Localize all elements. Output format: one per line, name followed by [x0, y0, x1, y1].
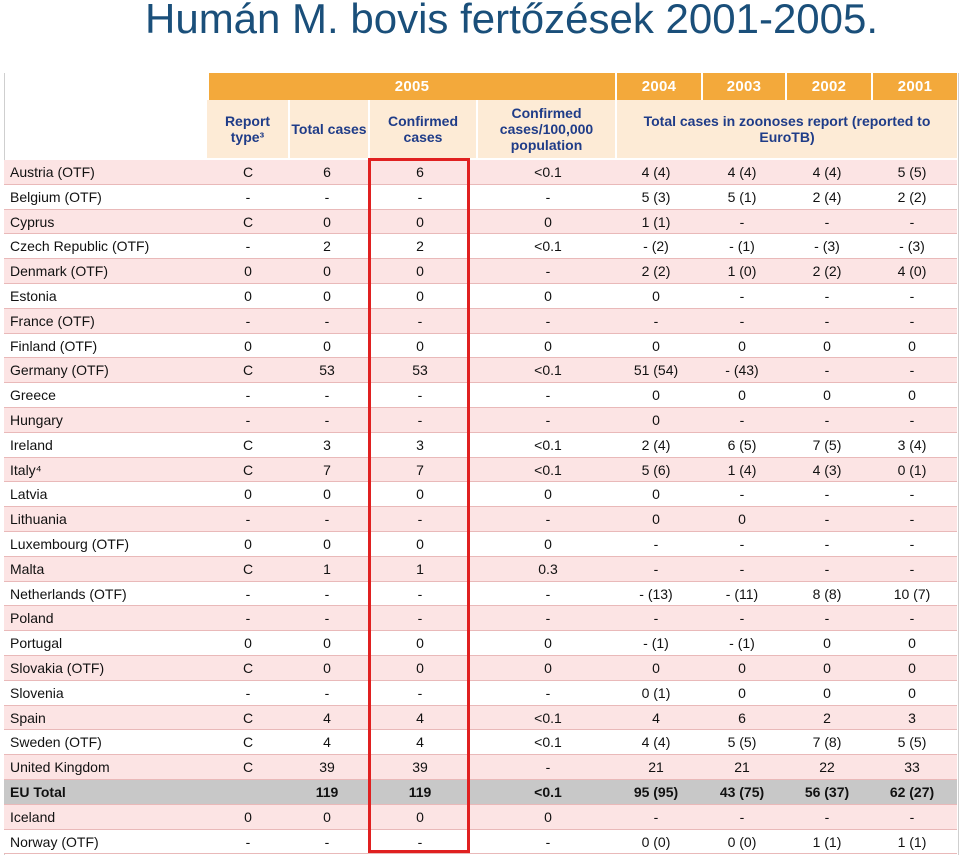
table-row: [4, 309, 957, 334]
per100k-cell: 0: [544, 535, 552, 552]
report-type-cell: 0: [244, 808, 252, 825]
total-cell: 53: [319, 362, 335, 379]
confirmed-cell: -: [417, 610, 423, 627]
y2001-cell: -: [909, 411, 915, 428]
confirmed-cell: 4: [416, 709, 424, 726]
per100k-cell: <0.1: [534, 238, 562, 255]
table-row: [4, 482, 957, 507]
y2003-cell: -: [739, 610, 745, 627]
confirmed-cell: 4: [416, 734, 424, 751]
y2003-cell: -: [739, 486, 745, 503]
report-type-cell: C: [242, 709, 254, 726]
year-2004-header: 2004: [615, 73, 701, 100]
country-cell: Poland: [10, 610, 54, 627]
total-cell: 1: [323, 560, 331, 577]
y2001-cell: -: [909, 560, 915, 577]
y2004-cell: - (13): [639, 585, 673, 602]
total-cell: 0: [323, 486, 331, 503]
report-type-cell: [208, 780, 288, 804]
table-row: [4, 805, 957, 830]
zoonoses-report-header: Total cases in zoonoses report (reported to EuroTB): [615, 100, 957, 158]
y2001-cell: - (3): [899, 238, 925, 255]
total-cell: 119: [315, 783, 339, 800]
total-cell: -: [324, 585, 330, 602]
report-type-cell: -: [245, 610, 251, 627]
y2001-cell: 0: [908, 659, 916, 676]
y2002-cell: 1 (1): [812, 833, 842, 850]
y2001-cell: 5 (5): [897, 164, 927, 180]
y2002-cell: 0: [823, 684, 831, 701]
table-row: [4, 383, 957, 408]
y2003-cell: 0 (0): [727, 833, 757, 850]
report-type-cell: -: [245, 312, 251, 329]
per100k-cell: -: [545, 411, 551, 428]
per100k-cell: <0.1: [534, 709, 562, 726]
country-cell: Sweden (OTF): [10, 734, 102, 751]
table-row: [4, 458, 957, 483]
total-cell: -: [324, 312, 330, 329]
report-type-cell: -: [245, 585, 251, 602]
per100k-cell: -: [545, 585, 551, 602]
y2001-cell: 0: [908, 635, 916, 652]
y2003-cell: -: [739, 312, 745, 329]
country-cell: Netherlands (OTF): [10, 585, 127, 602]
y2002-cell: - (3): [814, 238, 840, 255]
y2003-cell: - (11): [725, 585, 759, 602]
country-cell: Italy⁴: [10, 461, 42, 478]
column-header-row: [207, 100, 957, 158]
report-type-cell: -: [245, 833, 251, 850]
per100k-cell: -: [545, 387, 551, 404]
y2002-cell: 4 (4): [812, 164, 842, 180]
y2003-cell: 5 (5): [727, 734, 757, 751]
confirmed-cell: -: [417, 684, 423, 701]
y2001-cell: 3 (4): [897, 436, 927, 453]
table-row: [4, 334, 957, 359]
total-cell: 4: [323, 734, 331, 751]
per100k-cell: 0.3: [538, 560, 558, 577]
y2003-cell: - (43): [725, 362, 759, 379]
y2002-cell: 7 (8): [812, 734, 842, 751]
y2004-cell: 5 (3): [641, 188, 671, 205]
table-row: [4, 780, 957, 805]
country-cell: Greece: [10, 387, 56, 404]
confirmed-cell: 1: [416, 560, 424, 577]
y2001-cell: 0: [908, 337, 916, 354]
confirmed-cell: 0: [416, 535, 424, 552]
country-cell: United Kingdom: [10, 759, 110, 776]
country-cell: Latvia: [10, 486, 48, 503]
confirmed-cases-header: Confirmed cases: [368, 100, 476, 158]
report-type-cell: 0: [244, 635, 252, 652]
y2002-cell: 4 (3): [812, 461, 842, 478]
y2004-cell: -: [653, 808, 659, 825]
per100k-cell: <0.1: [534, 461, 562, 478]
report-type-cell: 0: [244, 535, 252, 552]
y2002-cell: -: [824, 213, 830, 230]
table-row: [4, 631, 957, 656]
country-cell: Austria (OTF): [10, 164, 95, 180]
confirmed-cell: 0: [416, 808, 424, 825]
confirmed-cell: 2: [416, 238, 424, 255]
per100k-cell: <0.1: [534, 734, 562, 751]
y2001-cell: -: [909, 535, 915, 552]
confirmed-cell: -: [417, 387, 423, 404]
table-row: [4, 656, 957, 681]
y2002-cell: 2 (2): [812, 263, 842, 280]
y2003-cell: 0: [738, 659, 746, 676]
y2003-cell: 43 (75): [719, 783, 765, 800]
per100k-cell: -: [545, 312, 551, 329]
y2004-cell: -: [653, 312, 659, 329]
report-type-cell: C: [242, 362, 254, 379]
y2004-cell: 0: [652, 659, 660, 676]
report-type-cell: -: [245, 188, 251, 205]
y2004-cell: -: [653, 535, 659, 552]
table-row: [4, 606, 957, 631]
country-cell: Czech Republic (OTF): [10, 238, 150, 255]
report-type-cell: C: [242, 659, 254, 676]
per100k-cell: 0: [544, 808, 552, 825]
y2002-cell: -: [824, 560, 830, 577]
y2002-cell: 0: [823, 659, 831, 676]
total-cell: 0: [323, 635, 331, 652]
country-cell: Hungary: [10, 411, 63, 428]
y2001-cell: -: [909, 511, 915, 528]
y2003-cell: 5 (1): [727, 188, 757, 205]
report-type-cell: C: [242, 734, 254, 751]
country-cell: Ireland: [10, 436, 53, 453]
y2001-cell: -: [909, 312, 915, 329]
y2002-cell: -: [824, 411, 830, 428]
y2001-cell: 0: [908, 387, 916, 404]
y2004-cell: 4 (4): [641, 734, 671, 751]
report-type-cell: 0: [244, 486, 252, 503]
confirmed-cell: -: [417, 585, 423, 602]
y2001-cell: -: [909, 808, 915, 825]
total-cell: 0: [323, 337, 331, 354]
confirmed-cell: 6: [416, 164, 424, 180]
country-cell: Belgium (OTF): [10, 188, 102, 205]
table-row: [4, 408, 957, 433]
y2004-cell: 4 (4): [641, 164, 671, 180]
per100k-cell: <0.1: [534, 436, 562, 453]
confirmed-cell: 0: [416, 263, 424, 280]
total-cell: -: [324, 188, 330, 205]
year-2001-header: 2001: [871, 73, 957, 100]
total-cell: 6: [323, 164, 331, 180]
report-type-cell: C: [242, 164, 254, 180]
y2003-cell: 0: [738, 387, 746, 404]
table-row: [4, 830, 957, 855]
confirmed-cell: 0: [416, 486, 424, 503]
y2004-cell: 0: [652, 287, 660, 304]
table-row: [4, 706, 957, 731]
country-cell: Portugal: [10, 635, 63, 652]
table-row: [4, 185, 957, 210]
data-table-body: [4, 160, 957, 854]
y2001-cell: 3: [908, 709, 916, 726]
table-row: [4, 210, 957, 235]
y2004-cell: - (1): [643, 635, 669, 652]
y2001-cell: 2 (2): [897, 188, 927, 205]
table-row: [4, 755, 957, 780]
y2004-cell: 2 (2): [641, 263, 671, 280]
per100k-cell: 0: [544, 287, 552, 304]
table-row: [4, 507, 957, 532]
y2001-cell: -: [909, 213, 915, 230]
y2001-cell: 4 (0): [897, 263, 927, 280]
y2002-cell: -: [824, 808, 830, 825]
confirmed-cell: 7: [416, 461, 424, 478]
report-type-cell: 0: [244, 337, 252, 354]
per100k-cell: <0.1: [534, 362, 562, 379]
per100k-cell: <0.1: [534, 783, 562, 800]
y2004-cell: - (2): [643, 238, 669, 255]
confirmed-cell: 0: [416, 635, 424, 652]
report-type-cell: 0: [244, 263, 252, 280]
report-type-cell: -: [245, 511, 251, 528]
y2003-cell: -: [739, 287, 745, 304]
table-row: [4, 358, 957, 383]
y2003-cell: 6: [738, 709, 746, 726]
y2003-cell: 4 (4): [727, 164, 757, 180]
year-header-row: [207, 73, 957, 100]
report-type-header: Report type³: [224, 113, 271, 145]
table-row: [4, 532, 957, 557]
table-row: [4, 557, 957, 582]
report-type-cell: C: [242, 436, 254, 453]
confirmed-cell: 0: [416, 659, 424, 676]
y2004-cell: 2 (4): [641, 436, 671, 453]
total-cell: 4: [323, 709, 331, 726]
country-cell: Denmark (OTF): [10, 263, 108, 280]
y2003-cell: -: [739, 535, 745, 552]
total-cell: 3: [323, 436, 331, 453]
confirmed-cell: -: [417, 312, 423, 329]
y2004-cell: 51 (54): [633, 362, 679, 379]
y2003-cell: 0: [738, 684, 746, 701]
per100k-cell: 0: [544, 635, 552, 652]
country-cell: Iceland: [10, 808, 56, 825]
y2004-cell: 0: [652, 411, 660, 428]
total-cases-header: Total cases: [288, 100, 368, 158]
report-type-cell: C: [242, 461, 254, 478]
y2002-cell: -: [824, 535, 830, 552]
y2003-cell: 21: [734, 759, 750, 776]
report-type-cell: -: [245, 387, 251, 404]
country-cell: Luxembourg (OTF): [10, 535, 130, 552]
confirmed-cell: 119: [408, 783, 432, 800]
confirmed-per-100k-header: Confirmed cases/100,000 population: [476, 100, 615, 158]
y2004-cell: 0: [652, 511, 660, 528]
y2001-cell: 1 (1): [897, 833, 927, 850]
country-cell: Slovenia: [10, 684, 64, 701]
total-cell: 39: [319, 759, 335, 776]
per100k-cell: 0: [544, 659, 552, 676]
total-cell: 0: [323, 535, 331, 552]
y2002-cell: 0: [823, 337, 831, 354]
y2002-cell: -: [824, 312, 830, 329]
confirmed-cell: -: [417, 188, 423, 205]
country-cell: Spain: [10, 709, 46, 726]
total-cell: 0: [323, 213, 331, 230]
year-2002-header: 2002: [785, 73, 871, 100]
y2002-cell: -: [824, 511, 830, 528]
y2003-cell: 1 (0): [727, 263, 757, 280]
per100k-cell: -: [545, 263, 551, 280]
confirmed-cell: -: [417, 833, 423, 850]
total-cell: -: [324, 833, 330, 850]
y2001-cell: 0: [908, 684, 916, 701]
y2002-cell: -: [824, 287, 830, 304]
y2001-cell: -: [909, 610, 915, 627]
y2002-cell: 8 (8): [812, 585, 842, 602]
y2004-cell: 0 (1): [641, 684, 671, 701]
y2003-cell: 1 (4): [727, 461, 757, 478]
per100k-cell: 0: [544, 486, 552, 503]
report-type-cell: -: [245, 684, 251, 701]
report-type-cell: C: [242, 213, 254, 230]
table-row: [4, 681, 957, 706]
y2003-cell: -: [739, 560, 745, 577]
y2001-cell: -: [909, 287, 915, 304]
table-row: [4, 582, 957, 607]
per100k-cell: 0: [544, 213, 552, 230]
confirmed-cell: 0: [416, 213, 424, 230]
country-cell: EU Total: [10, 783, 66, 800]
y2002-cell: 7 (5): [812, 436, 842, 453]
report-type-cell: C: [242, 560, 254, 577]
confirmed-cell: 0: [416, 287, 424, 304]
y2004-cell: 5 (6): [641, 461, 671, 478]
slide-title: Humán M. bovis fertőzések 2001-2005.: [145, 0, 879, 42]
confirmed-cell: -: [417, 511, 423, 528]
y2004-cell: -: [653, 610, 659, 627]
total-cell: 0: [323, 659, 331, 676]
table-row: [4, 234, 957, 259]
y2004-cell: 0: [652, 387, 660, 404]
y2004-cell: 95 (95): [633, 783, 679, 800]
y2004-cell: 0 (0): [641, 833, 671, 850]
y2004-cell: 0: [652, 337, 660, 354]
y2004-cell: 4: [652, 709, 660, 726]
per100k-cell: -: [545, 759, 551, 776]
per100k-cell: 0: [544, 337, 552, 354]
report-type-cell: -: [245, 238, 251, 255]
year-2003-header: 2003: [701, 73, 785, 100]
total-cell: 2: [323, 238, 331, 255]
y2004-cell: -: [653, 560, 659, 577]
table-row: [4, 433, 957, 458]
country-cell: Finland (OTF): [10, 337, 98, 354]
country-cell: Germany (OTF): [10, 362, 109, 379]
total-cell: 7: [323, 461, 331, 478]
confirmed-cell: 0: [416, 337, 424, 354]
table-row: [4, 284, 957, 309]
y2003-cell: - (1): [729, 635, 755, 652]
y2003-cell: 6 (5): [727, 436, 757, 453]
confirmed-cell: 3: [416, 436, 424, 453]
y2003-cell: 0: [738, 511, 746, 528]
country-cell: Slovakia (OTF): [10, 659, 105, 676]
y2002-cell: 2 (4): [812, 188, 842, 205]
per100k-cell: -: [545, 610, 551, 627]
y2002-cell: 22: [819, 759, 835, 776]
y2003-cell: -: [739, 411, 745, 428]
country-cell: Lithuania: [10, 511, 67, 528]
y2001-cell: 62 (27): [889, 783, 935, 800]
y2003-cell: -: [739, 808, 745, 825]
y2002-cell: -: [824, 610, 830, 627]
y2001-cell: 5 (5): [897, 734, 927, 751]
total-cell: -: [324, 684, 330, 701]
y2002-cell: 0: [823, 387, 831, 404]
year-2005-header: 2005: [207, 73, 615, 100]
total-cell: 0: [323, 287, 331, 304]
y2004-cell: 1 (1): [641, 213, 671, 230]
y2003-cell: 0: [738, 337, 746, 354]
y2002-cell: 0: [823, 635, 831, 652]
total-cell: 0: [323, 263, 331, 280]
total-cell: -: [324, 511, 330, 528]
report-type-cell: 0: [244, 287, 252, 304]
total-cell: -: [324, 387, 330, 404]
y2003-cell: - (1): [729, 238, 755, 255]
per100k-cell: -: [545, 833, 551, 850]
per100k-cell: -: [545, 188, 551, 205]
confirmed-cell: 53: [412, 362, 428, 379]
y2004-cell: 21: [648, 759, 664, 776]
y2002-cell: -: [824, 486, 830, 503]
report-type-cell: -: [245, 411, 251, 428]
report-type-cell: C: [242, 759, 254, 776]
per100k-cell: -: [545, 511, 551, 528]
y2002-cell: 56 (37): [804, 783, 850, 800]
y2003-cell: -: [739, 213, 745, 230]
table-row: [4, 160, 957, 185]
y2002-cell: -: [824, 362, 830, 379]
y2001-cell: -: [909, 486, 915, 503]
table-row: [4, 730, 957, 755]
y2002-cell: 2: [823, 709, 831, 726]
y2001-cell: 10 (7): [893, 585, 931, 602]
country-cell: Malta: [10, 560, 45, 577]
table-row: [4, 259, 957, 284]
total-cell: -: [324, 610, 330, 627]
country-cell: Estonia: [10, 287, 57, 304]
country-cell: France (OTF): [10, 312, 95, 329]
y2001-cell: -: [909, 362, 915, 379]
country-cell: Cyprus: [10, 213, 55, 230]
per100k-cell: -: [545, 684, 551, 701]
y2004-cell: 0: [652, 486, 660, 503]
total-cell: 0: [323, 808, 331, 825]
y2001-cell: 33: [904, 759, 920, 776]
confirmed-cell: -: [417, 411, 423, 428]
total-cell: -: [324, 411, 330, 428]
per100k-cell: <0.1: [534, 164, 562, 180]
country-cell: Norway (OTF): [10, 833, 99, 850]
confirmed-cell: 39: [412, 759, 428, 776]
y2001-cell: 0 (1): [897, 461, 927, 478]
